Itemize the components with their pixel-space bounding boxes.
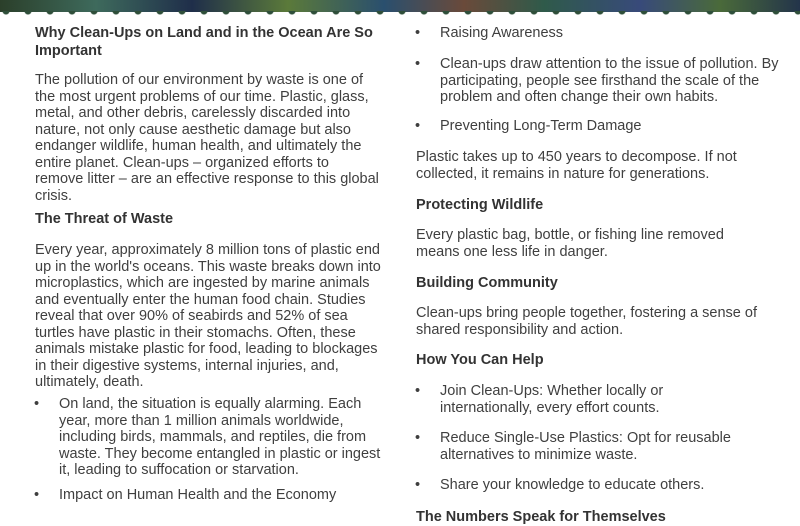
wildlife-paragraph: Every plastic bag, bottle, or fishing line removed means one less life in danger. bbox=[416, 227, 724, 260]
bullet-icon: • bbox=[415, 25, 421, 41]
heading-threat-of-waste: The Threat of Waste bbox=[35, 211, 174, 227]
list-item-draw-attention bbox=[415, 56, 785, 106]
intro-paragraph: The pollution of our environment by waste is one of the most urgent problems of our time. Plastic, glass, metal, and other debris, carelessly discarded into nature, not only cause aesthetic damage but also endanger wildlife, human health, and ultimately the entire planet. Clean-ups – organized efforts to remove litter – are an effective response to this global crisis. bbox=[35, 72, 379, 204]
list-item-text: Join Clean-Ups: Whether locally or internationally, every effort counts. bbox=[440, 383, 664, 416]
bullet-icon: • bbox=[415, 383, 421, 399]
list-item-raising-awareness bbox=[415, 25, 780, 42]
bullet-icon: • bbox=[415, 477, 421, 493]
list-item-health-economy bbox=[34, 487, 389, 504]
list-item-preventing-damage bbox=[415, 118, 780, 135]
list-item-text: Preventing Long-Term Damage bbox=[440, 118, 642, 134]
list-item-join-clean-ups bbox=[415, 383, 740, 416]
header-banner-image bbox=[0, 0, 800, 12]
bullet-icon: • bbox=[34, 396, 40, 412]
banner-edge bbox=[0, 11, 800, 15]
list-item-land-situation bbox=[34, 396, 389, 479]
list-item-text: On land, the situation is equally alarming. Each year, more than 1 million animals worldwide, including birds, mammals, and reptiles, die from waste. They become entangled in plastic or ingest it, leading to suffocation or starvation. bbox=[59, 396, 381, 478]
heading-numbers-speak: The Numbers Speak for Themselves bbox=[416, 509, 666, 525]
bullet-icon: • bbox=[415, 430, 421, 446]
bullet-icon: • bbox=[415, 56, 421, 72]
list-item-text: Clean-ups draw attention to the issue of pollution. By participating, people see firsthand the scale of the problem and often change their own habits. bbox=[440, 56, 779, 105]
heading-protecting-wildlife: Protecting Wildlife bbox=[416, 197, 544, 213]
list-item-share-knowledge bbox=[415, 477, 760, 494]
list-item-text: Raising Awareness bbox=[440, 25, 564, 41]
list-item-text: Share your knowledge to educate others. bbox=[440, 477, 705, 493]
heading-building-community: Building Community bbox=[416, 275, 558, 291]
community-paragraph: Clean-ups bring people together, fostering a sense of shared responsibility and action. bbox=[416, 305, 757, 338]
list-item-reduce-plastics bbox=[415, 430, 760, 463]
heading-why-clean-ups: Why Clean-Ups on Land and in the Ocean Are So Important bbox=[35, 25, 373, 59]
list-item-text: Reduce Single-Use Plastics: Opt for reusable alternatives to minimize waste. bbox=[440, 430, 731, 463]
threat-paragraph: Every year, approximately 8 million tons of plastic end up in the world's oceans. This waste breaks down into microplastics, which are ingested by marine animals and eventually enter the human food chain. Studies reveal that over 90% of seabirds and 52% of sea turtles have plastic in their stomachs. Often, these animals mistake plastic for food, leading to blockages in their digestive systems, internal injuries, and, ultimately, death. bbox=[35, 242, 381, 390]
bullet-icon: • bbox=[34, 487, 40, 503]
list-item-text: Impact on Human Health and the Economy bbox=[59, 487, 337, 503]
plastic-decompose-paragraph: Plastic takes up to 450 years to decompose. If not collected, it remains in nature for generations. bbox=[416, 149, 737, 182]
heading-how-you-can-help: How You Can Help bbox=[416, 352, 544, 368]
bullet-icon: • bbox=[415, 118, 421, 134]
